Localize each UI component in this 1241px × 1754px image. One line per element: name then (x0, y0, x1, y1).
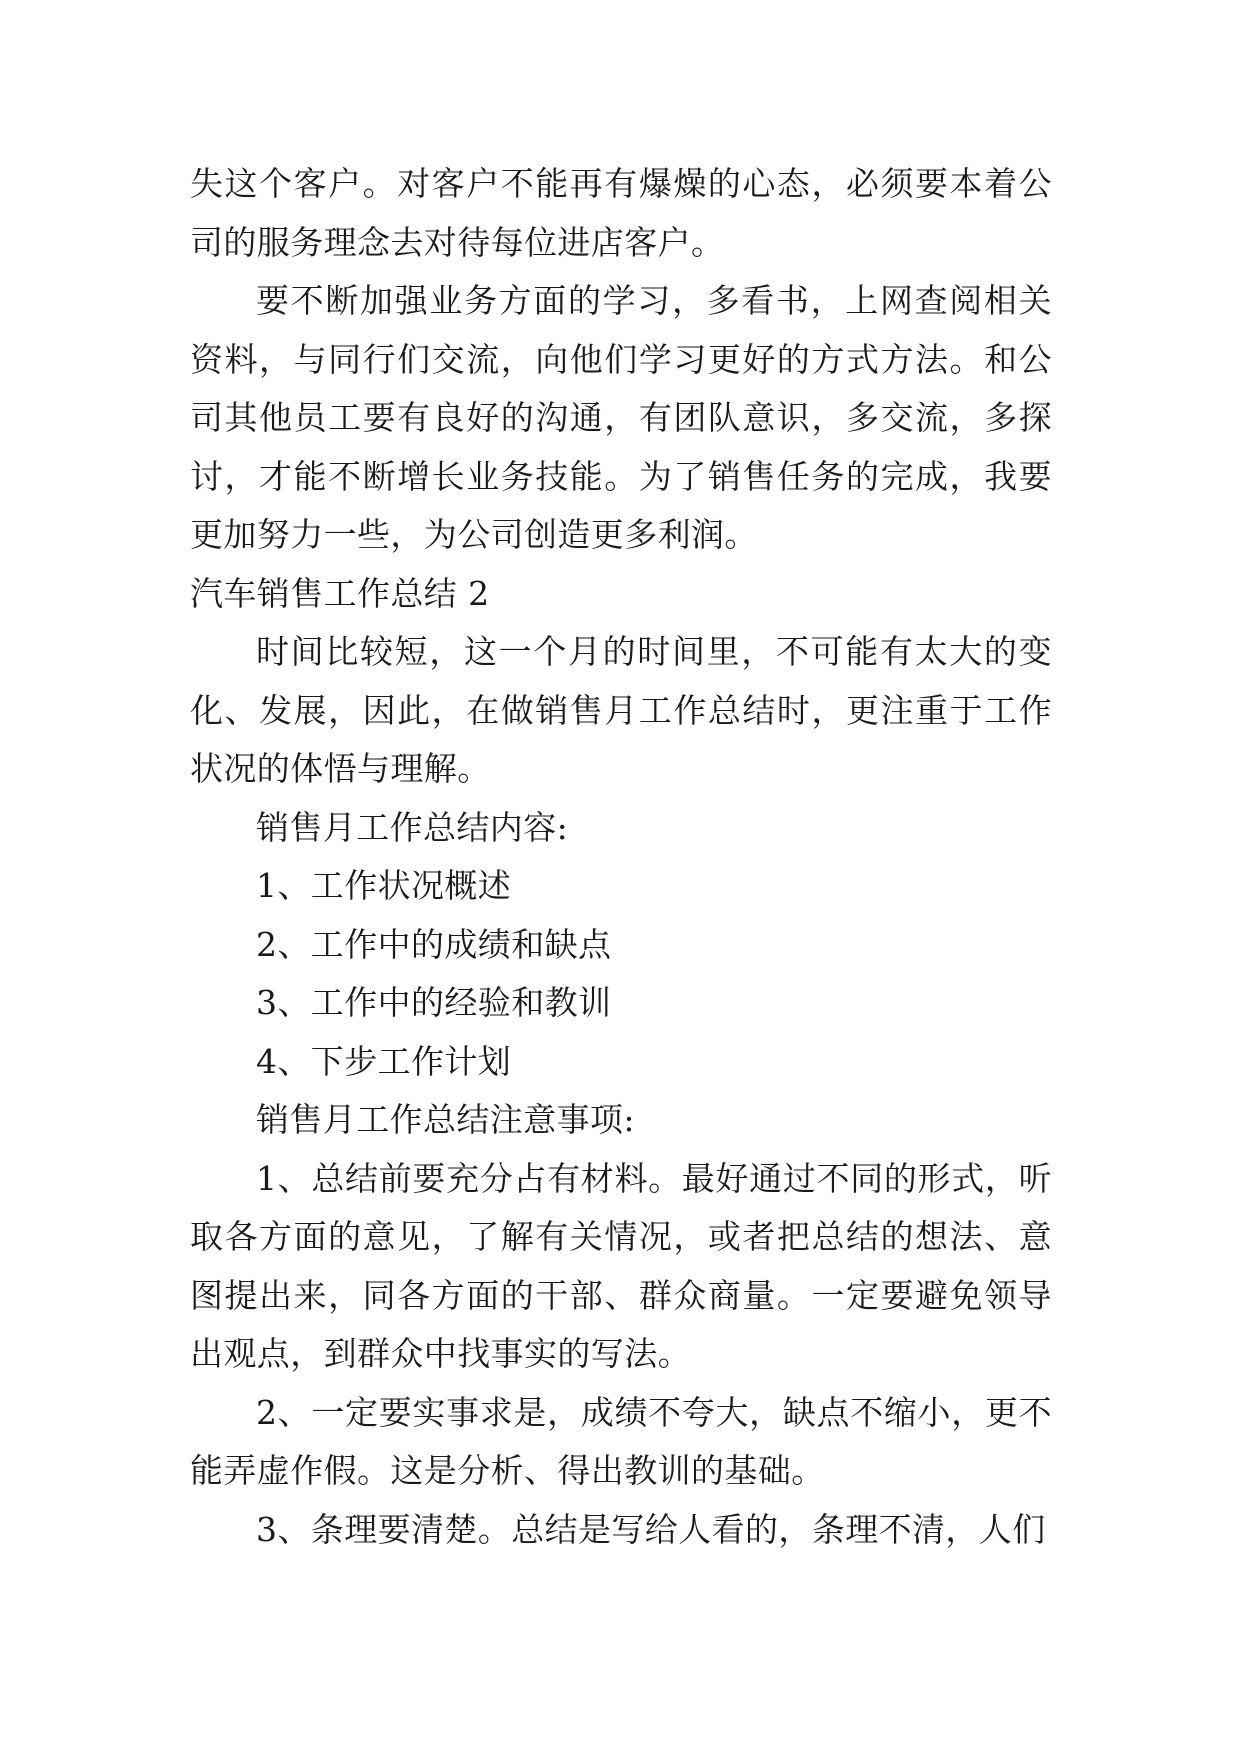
paragraph-service-attitude: 失这个客户。对客户不能再有爆燥的心态，必须要本着公司的服务理念去对待每位进店客户。 (190, 164, 1052, 262)
list-item-content-1: 1、工作状况概述 (256, 866, 512, 905)
document-body (190, 155, 1052, 1559)
list-item-note-1: 1、总结前要充分占有材料。最好通过不同的形式，听取各方面的意见，了解有关情况，或者把总结的想法、意图提出来，同各方面的干部、群众商量。一定要避免领导出观点，到群众中找事实的写法。 (190, 1158, 1052, 1373)
list-item-note-3: 3、条理要清楚。总结是写给人看的，条理不清，人们 (256, 1509, 1046, 1549)
paragraph-learning: 要不断加强业务方面的学习，多看书，上网查阅相关资料，与同行们交流，向他们学习更好的方式方法。和公司其他员工要有良好的沟通，有团队意识，多交流，多探讨，才能不断增长业务技能。为了销售任务的完成，我要更加努力一些，为公司创造更多利润。 (190, 281, 1052, 554)
paragraph-notes-title: 销售月工作总结注意事项: (256, 1100, 635, 1139)
paragraph-content-title: 销售月工作总结内容: (256, 807, 569, 847)
list-item-content-4: 4、下步工作计划 (256, 1041, 512, 1081)
paragraph-intro: 时间比较短，这一个月的时间里，不可能有太大的变化、发展，因此，在做销售月工作总结时，更注重于工作状况的体悟与理解。 (190, 632, 1052, 788)
list-item-content-3: 3、工作中的经验和教训 (256, 983, 612, 1022)
list-item-content-2: 2、工作中的成绩和缺点 (256, 924, 612, 964)
list-item-note-2: 2、一定要实事求是，成绩不夸大，缺点不缩小，更不能弄虚作假。这是分析、得出教训的基础。 (190, 1392, 1052, 1490)
section-heading: 汽车销售工作总结 2 (190, 573, 490, 613)
